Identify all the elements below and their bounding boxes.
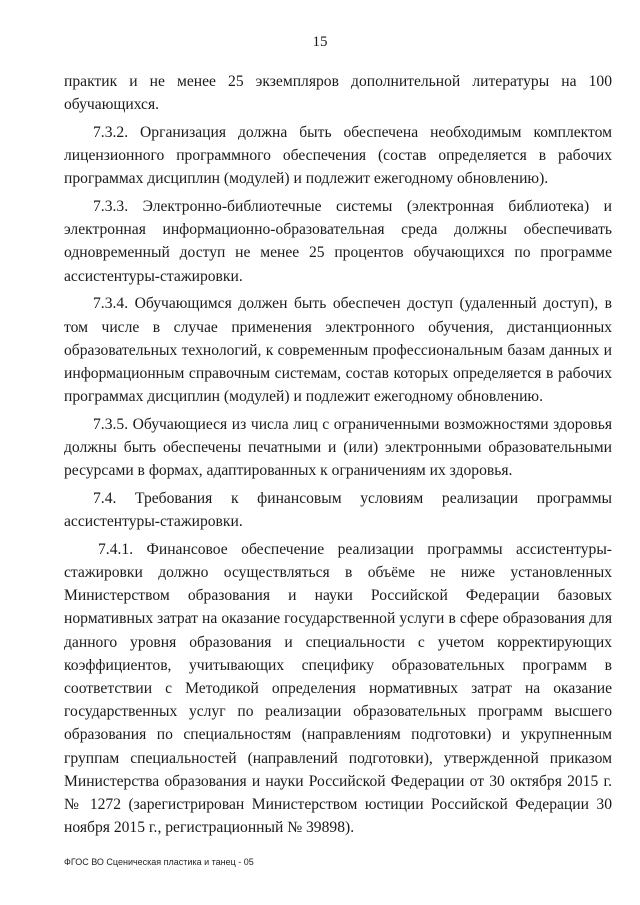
page-number: 15 — [312, 34, 328, 50]
page-footer: ФГОС ВО Сценическая пластика и танец - 05 — [64, 857, 254, 867]
paragraph-7-3-5: 7.3.5. Обучающиеся из числа лиц с ограниченными возможностями здоровья должны быть обеспечены печатными и (или) электронными образовательными ресурсами в формах, адаптированных к ограничениям их здоровья. — [64, 415, 612, 480]
paragraph-7-3-2: 7.3.2. Организация должна быть обеспечена необходимым комплектом лицензионного программного обеспечения (состав определяется в рабочих программах дисциплин (модулей) и подлежит ежегодному обновлению). — [64, 123, 612, 188]
paragraph-7-3-3: 7.3.3. Электронно-библиотечные системы (электронная библиотека) и электронная информационно-образовательная среда должны обеспечивать одновременный доступ не менее 25 процентов обучающихся по программе ассистентуры-стажировки. — [64, 198, 612, 285]
paragraph-continuation: практик и не менее 25 экземпляров дополнительной литературы на 100 обучающихся. — [64, 73, 612, 114]
paragraph-7-4: 7.4. Требования к финансовым условиям реализации программы ассистентуры-стажировки. — [64, 489, 612, 531]
paragraph-7-3-4: 7.3.4. Обучающимся должен быть обеспечен доступ (удаленный доступ), в том числе в случае применения электронного обучения, дистанционных образовательных технологий, к современным профессиональным базам данных и информационным справочным системам, состав которых определяется в рабочих программах дисциплин (модулей) и подлежит ежегодному обновлению. — [64, 295, 612, 406]
document-body — [64, 70, 612, 844]
paragraph-7-4-1: 7.4.1. Финансовое обеспечение реализации программы ассистентуры-стажировки должно осуществляться в объёме не ниже установленных Министерством образования и науки Российской Федерации базовых нормативных затрат на оказание государственной услуги в сфере образования для данного уровня образования и специальности с учетом корректирующих коэффициентов, учитывающих специфику образовательных программ в соответствии с Методикой определения нормативных затрат на оказание государственных услуг по реализации образовательных программ высшего образования по специальностям (направлениям подготовки) и укрупненным группам специальностей (направлений подготовки), утвержденной приказом Министерства образования и науки Российской Федерации от 30 октября 2015 г. № 1272 (зарегистрирован Министерством юстиции Российской Федерации 30 ноября 2015 г., регистрационный № 39898). — [64, 540, 612, 837]
